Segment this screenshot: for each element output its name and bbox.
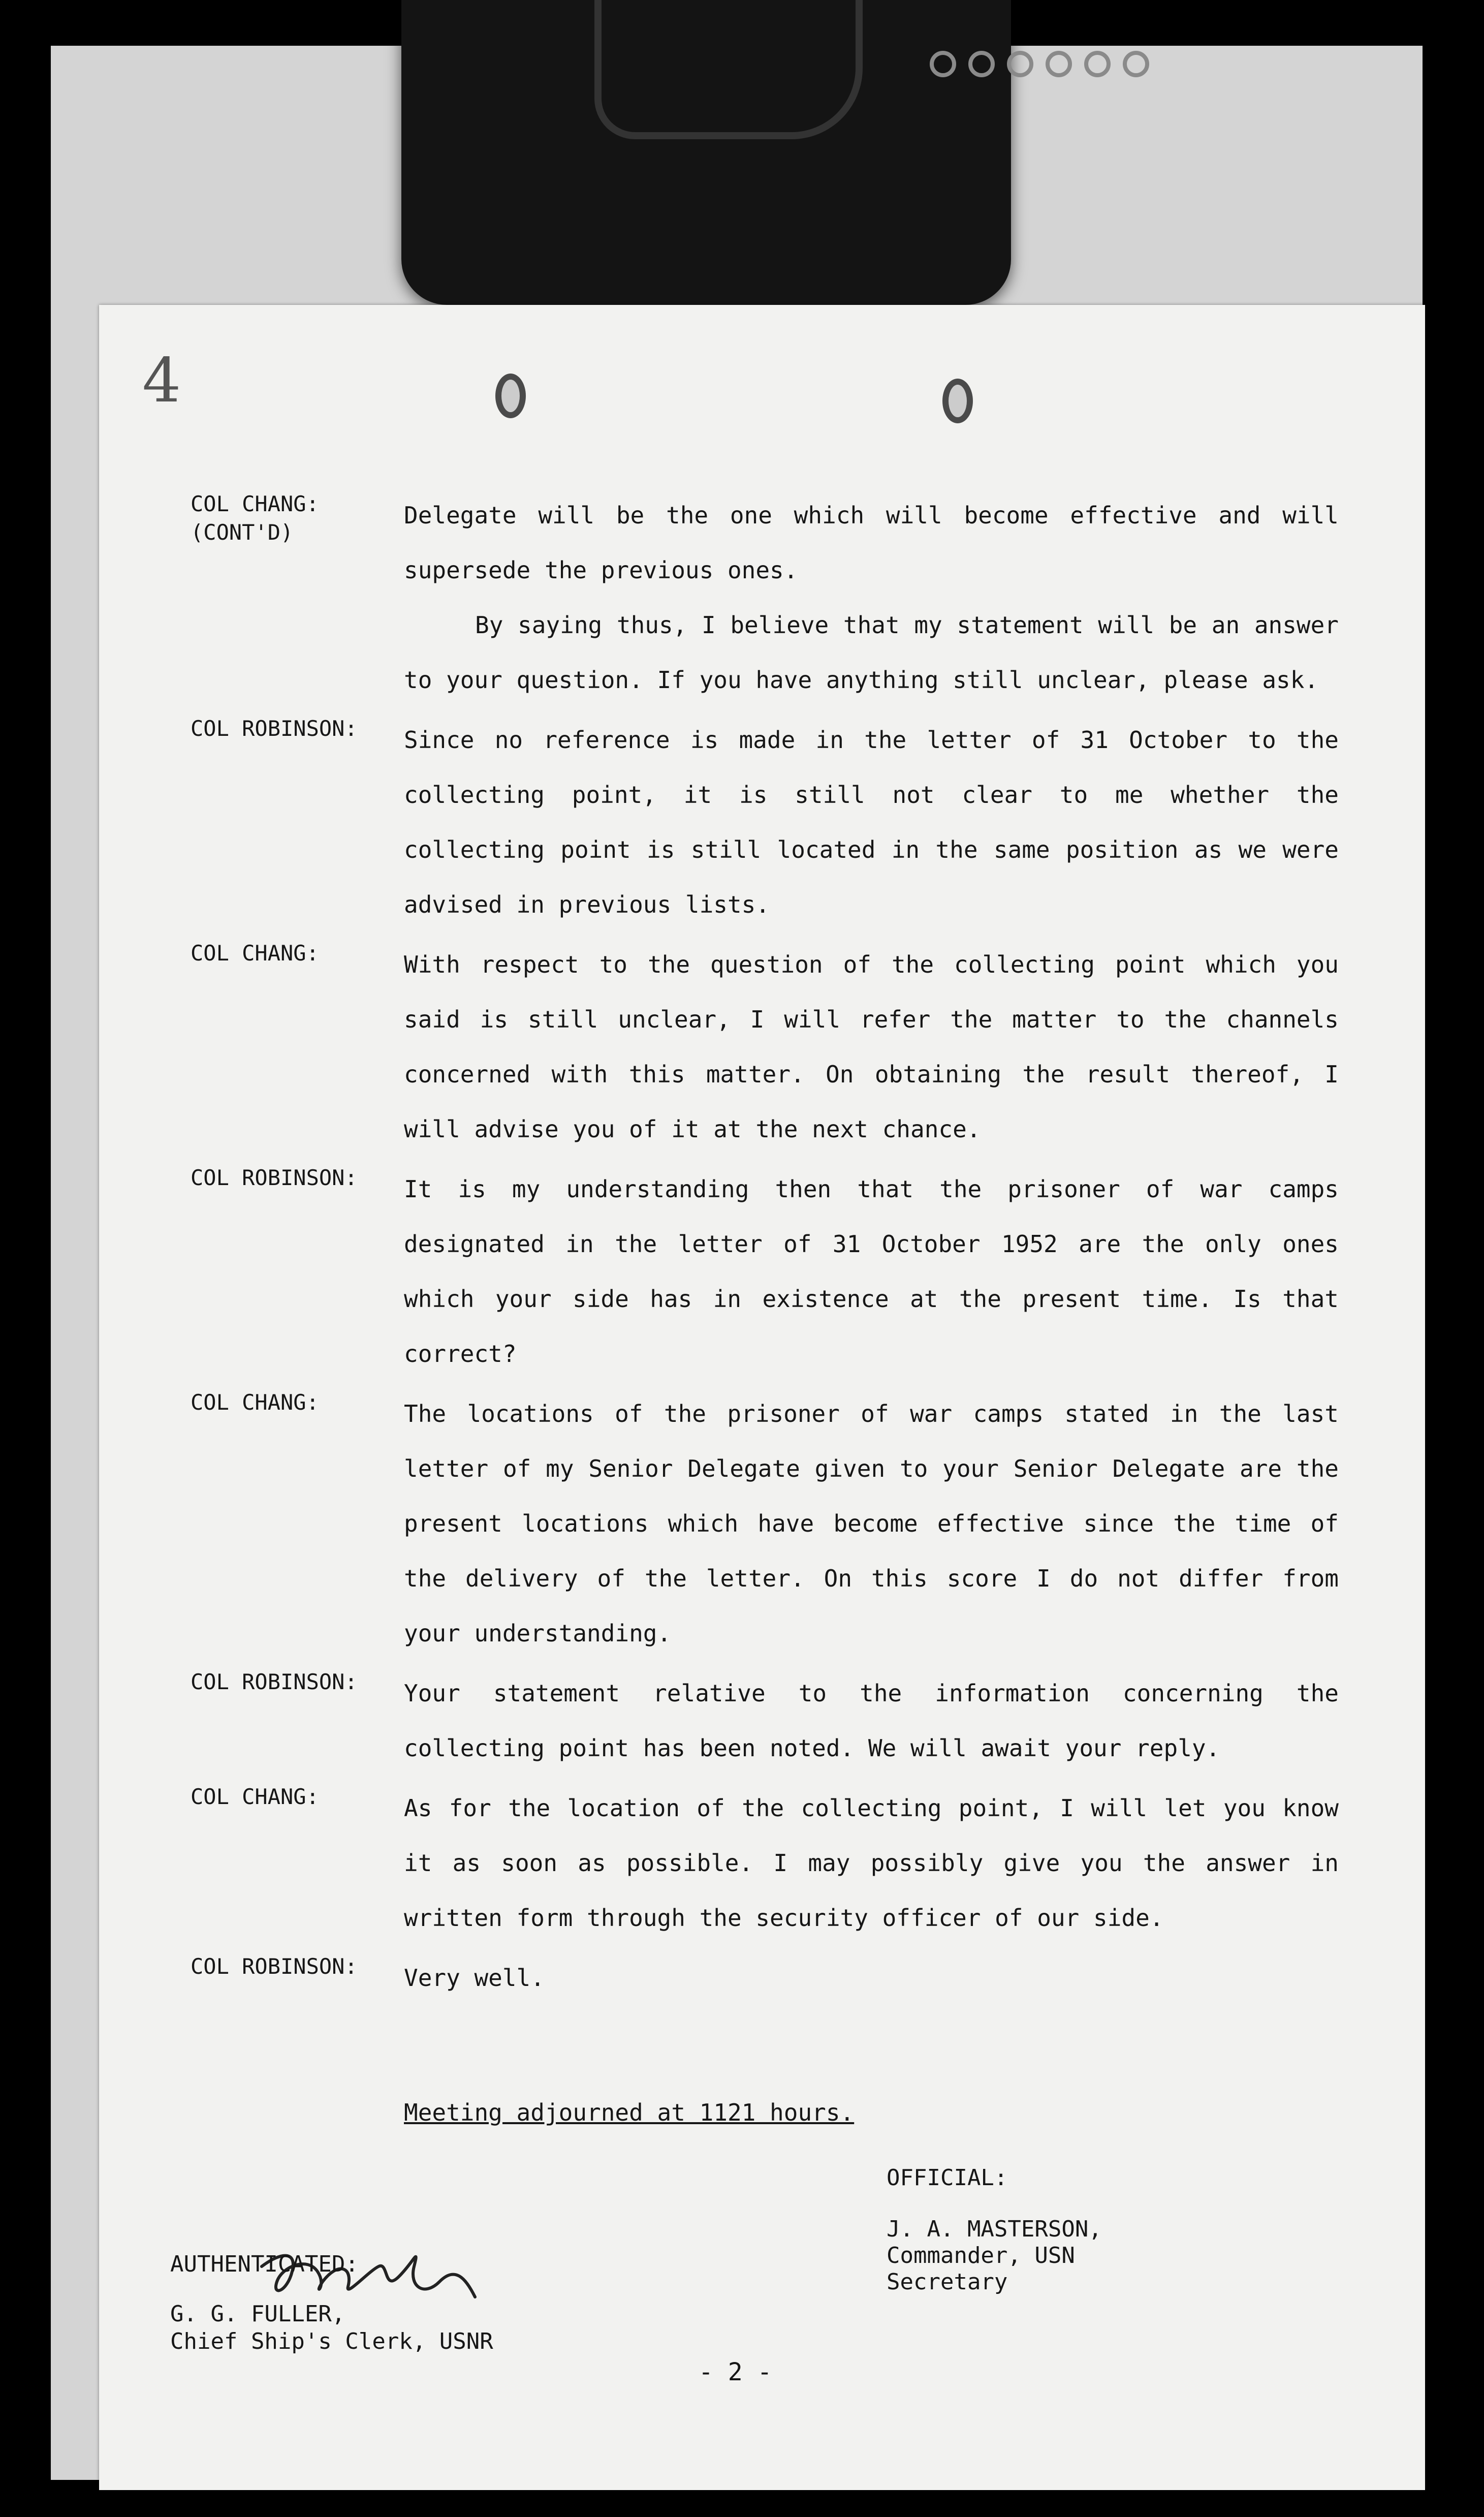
page-mark: 4: [142, 346, 181, 416]
transcript-entry: [191, 1386, 1339, 1661]
rivet-icon: [968, 51, 995, 77]
speech-paragraph: Since no reference is made in the letter of 31 October to the collecting point, it is still not clear to me whether the collecting point is still located in the same position as we were advised in previous lists.: [404, 726, 1339, 918]
official-block: [887, 2165, 1102, 2295]
speaker-label: COL ROBINSON:: [191, 1165, 358, 1190]
speech-paragraph: Very well.: [404, 1964, 545, 1992]
authenticated-name: G. G. FULLER,: [170, 2301, 345, 2327]
speech-text: [404, 1386, 1339, 1661]
speech-paragraph: Your statement relative to the information concerning the collecting point has been noted. We will await your reply.: [404, 1680, 1339, 1762]
rivet-icon: [1084, 51, 1111, 77]
speech-paragraph: The locations of the prisoner of war camps stated in the last letter of my Senior Delegate given to your Senior Delegate are the present locations which have become effective since the time of the delivery of the letter. On this score I do not differ from your understanding.: [404, 1400, 1339, 1647]
rivet-icon: [1046, 51, 1072, 77]
transcript-entry: [191, 1666, 1339, 1776]
speaker-label: COL CHANG:: [191, 1784, 319, 1809]
rivet-icon: [1007, 51, 1033, 77]
document-page: [99, 305, 1425, 2490]
rivet-icon: [930, 51, 956, 77]
speech-paragraph: Delegate will be the one which will become effective and will supersede the previous ones.: [404, 502, 1339, 584]
authentication-block: [170, 2251, 493, 2355]
authenticated-label: AUTHENTICATED:: [170, 2251, 359, 2277]
speaker-label: COL ROBINSON:: [191, 1954, 358, 1979]
authenticated-title: Chief Ship's Clerk, USNR: [170, 2328, 493, 2354]
speaker-label: COL CHANG:: [191, 1390, 319, 1415]
binder-clip-wire: [594, 0, 863, 139]
adjourned-note: Meeting adjourned at 1121 hours.: [404, 2099, 855, 2126]
speaker-label: COL ROBINSON:: [191, 716, 358, 741]
speech-text: [404, 1781, 1339, 1945]
official-label: OFFICIAL:: [887, 2165, 1008, 2191]
transcript-entry: [191, 1162, 1339, 1381]
page-number: - 2 -: [699, 2358, 772, 2386]
punch-hole-icon: [942, 379, 973, 423]
rivet-icon: [1123, 51, 1149, 77]
speech-paragraph: As for the location of the collecting point, I will let you know it as soon as possible. I may possibly give you the answer in written form through the security officer of our side.: [404, 1794, 1339, 1932]
speech-paragraph: With respect to the question of the collecting point which you said is still unclear, I will refer the matter to the channels concerned with this matter. On obtaining the result thereof, I will advise you of it at the next chance.: [404, 951, 1339, 1143]
official-name: J. A. MASTERSON,: [887, 2216, 1102, 2242]
speech-text: [404, 488, 1339, 707]
official-rank: Commander, USN: [887, 2243, 1075, 2269]
speaker-label: COL ROBINSON:: [191, 1669, 358, 1694]
punch-hole-icon: [495, 374, 526, 418]
speaker-label: COL CHANG:: [191, 941, 319, 966]
speech-text: [404, 712, 1339, 932]
official-title: Secretary: [887, 2269, 1008, 2295]
binder-clip-rivets: [930, 51, 1149, 77]
speech-text: [404, 1666, 1339, 1776]
speech-text: [404, 937, 1339, 1157]
speech-text: [404, 1162, 1339, 1381]
speech-text: [404, 1950, 1339, 2005]
speaker-label: COL CHANG: (CONT'D): [191, 491, 319, 545]
binder-clip: [401, 0, 1011, 305]
speech-paragraph: It is my understanding then that the prisoner of war camps designated in the letter of 31 October 1952 are the only ones which your side has in existence at the present time. Is that correct?: [404, 1175, 1339, 1368]
transcript-entry: [191, 937, 1339, 1157]
speech-paragraph: By saying thus, I believe that my statement will be an answer to your question. If you have anything still unclear, please ask.: [404, 611, 1339, 694]
transcript-entry: [191, 1950, 1339, 2005]
transcript-entry: [191, 712, 1339, 932]
transcript: [191, 488, 1339, 2010]
transcript-entry: [191, 1781, 1339, 1945]
transcript-entry: [191, 488, 1339, 707]
